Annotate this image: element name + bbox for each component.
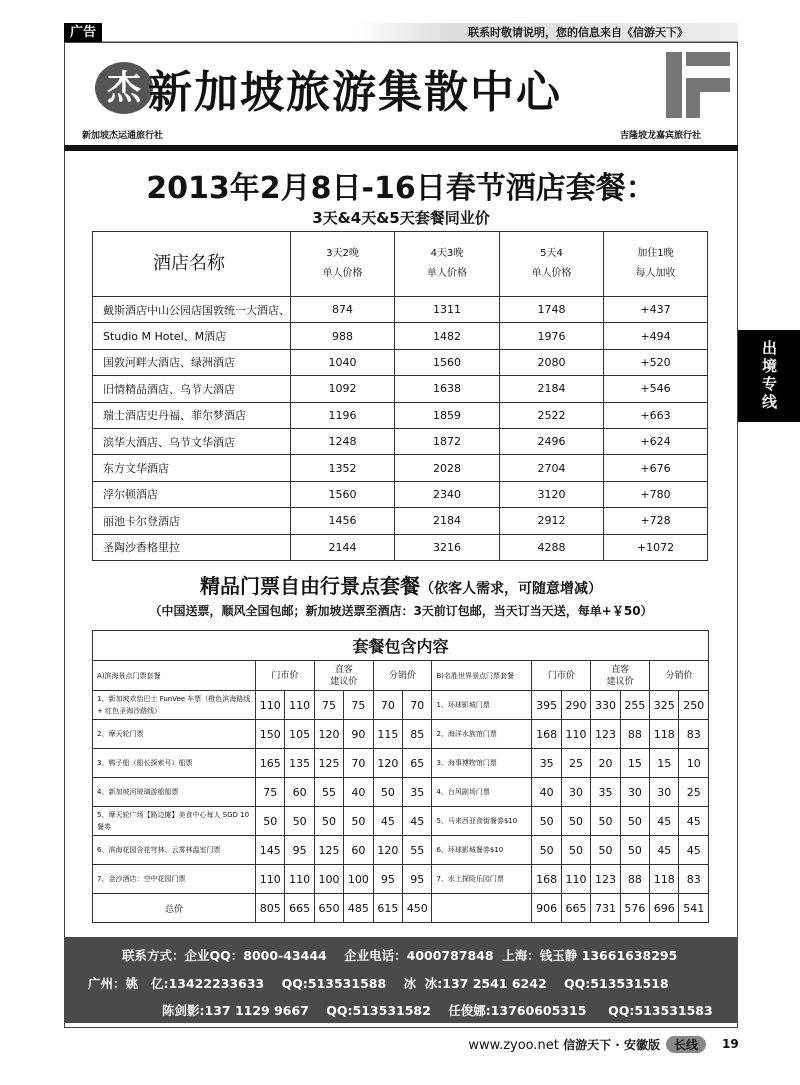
- table-row: [93, 481, 708, 507]
- price-cell: 83: [679, 720, 709, 749]
- price-cell: 1482: [395, 323, 500, 349]
- table-row: [93, 349, 708, 375]
- ad-label: 广告: [64, 23, 102, 42]
- price-cell: 70: [373, 691, 402, 720]
- agency-left: 新加坡杰运通旅行社: [82, 131, 164, 141]
- price-cell: 125: [314, 836, 343, 865]
- price-cell: 3216: [395, 534, 500, 560]
- price-cell: 10: [679, 749, 709, 778]
- table-row: [93, 807, 709, 836]
- price-cell: 110: [256, 865, 285, 894]
- table-row: [93, 534, 708, 560]
- price-cell: 1859: [395, 402, 500, 428]
- agency-logo-icon: 杰: [95, 62, 153, 114]
- page-footer: [468, 1036, 712, 1053]
- price-cell: 2184: [395, 508, 500, 534]
- main-title: 2013年2月8日-16日春节酒店套餐：: [146, 171, 656, 206]
- hotel-name: 旧情精品酒店、乌节大酒店: [93, 376, 291, 402]
- price-cell: +728: [604, 508, 708, 534]
- price-cell: 88: [620, 865, 649, 894]
- price-cell: 45: [679, 836, 709, 865]
- price-header: 门市价: [256, 661, 315, 691]
- price-cell: 1976: [500, 323, 604, 349]
- price-cell: 110: [256, 691, 285, 720]
- contact-line: 广州：姚 亿:13422233633 QQ:513531588 冰 冰:137 2541 6242 QQ:513531518: [88, 976, 669, 991]
- total-row: [93, 894, 709, 923]
- price-cell: 95: [373, 865, 402, 894]
- price-cell: 135: [285, 749, 314, 778]
- price-cell: +437: [604, 297, 708, 323]
- price-cell: 45: [650, 836, 679, 865]
- price-cell: 15: [620, 749, 649, 778]
- price-cell: 120: [314, 720, 343, 749]
- section-badge: 长线: [666, 1036, 706, 1053]
- price-header: 直客 建议价: [314, 661, 373, 691]
- price-cell: 60: [285, 778, 314, 807]
- price-cell: 123: [591, 865, 620, 894]
- hotel-name: 国敦河畔大酒店、绿洲酒店: [93, 349, 291, 375]
- price-cell: 75: [314, 691, 343, 720]
- total-label: 总价: [93, 894, 256, 923]
- table-row: [93, 455, 708, 481]
- price-header: 分销价: [650, 661, 709, 691]
- hotel-name: Studio M Hotel、M酒店: [93, 323, 291, 349]
- price-cell: 65: [403, 749, 432, 778]
- total-cell: 665: [285, 894, 314, 923]
- item-name: 4、台风剧场门票: [432, 778, 532, 807]
- banner-title: 新加坡旅游集散中心: [148, 67, 562, 118]
- price-cell: 1638: [395, 376, 500, 402]
- price-cell: 55: [403, 836, 432, 865]
- total-cell: 576: [620, 894, 649, 923]
- price-cell: 70: [403, 691, 432, 720]
- price-cell: 50: [561, 836, 590, 865]
- price-cell: 1748: [500, 297, 604, 323]
- price-cell: 85: [403, 720, 432, 749]
- price-cell: 70: [344, 749, 373, 778]
- price-cell: 123: [591, 720, 620, 749]
- total-cell: 805: [256, 894, 285, 923]
- price-cell: 88: [620, 720, 649, 749]
- price-cell: 45: [373, 807, 402, 836]
- price-cell: 15: [650, 749, 679, 778]
- sub-title: 3天&4天&5天套餐同业价: [312, 209, 490, 227]
- price-cell: 1196: [291, 402, 395, 428]
- price-cell: 50: [373, 778, 402, 807]
- section-header: A)滨海景点门票套餐: [93, 661, 256, 691]
- item-name: 7、金沙酒店：空中花园门票: [93, 865, 256, 894]
- table-row: [93, 508, 708, 534]
- price-cell: 2028: [395, 455, 500, 481]
- price-cell: 50: [620, 807, 649, 836]
- price-cell: 30: [650, 778, 679, 807]
- empty-cell: [432, 894, 532, 923]
- table-row: [93, 865, 709, 894]
- price-cell: 325: [650, 691, 679, 720]
- price-cell: 168: [532, 720, 561, 749]
- price-cell: 55: [314, 778, 343, 807]
- price-cell: 25: [679, 778, 709, 807]
- page-number: 19: [722, 1037, 739, 1051]
- price-cell: 115: [373, 720, 402, 749]
- price-cell: 2704: [500, 455, 604, 481]
- price-cell: 1311: [395, 297, 500, 323]
- table-row: [93, 720, 709, 749]
- price-cell: 2522: [500, 402, 604, 428]
- price-cell: 874: [291, 297, 395, 323]
- item-name: 4、新加坡河玻璃游船船票: [93, 778, 256, 807]
- hotel-name: 浮尔顿酒店: [93, 481, 291, 507]
- total-cell: 665: [561, 894, 590, 923]
- price-cell: 118: [650, 720, 679, 749]
- hotel-price-table: [92, 231, 708, 561]
- column-header: 3天2晚 单人价格: [291, 232, 395, 297]
- item-name: 5、马来西亚食街餐劵$10: [432, 807, 532, 836]
- price-cell: 168: [532, 865, 561, 894]
- price-cell: 83: [679, 865, 709, 894]
- column-header: 酒店名称: [93, 232, 291, 297]
- table-row: [93, 376, 708, 402]
- tickets-title-note: （依客人需求，可随意增减）: [420, 581, 602, 597]
- divider: [64, 145, 738, 151]
- column-header: 5天4 单人价格: [500, 232, 604, 297]
- price-cell: 50: [256, 807, 285, 836]
- price-cell: 110: [285, 691, 314, 720]
- total-cell: 731: [591, 894, 620, 923]
- price-cell: 2912: [500, 508, 604, 534]
- agency-right: 吉隆坡龙嘉宾旅行社: [620, 131, 702, 141]
- price-cell: 988: [291, 323, 395, 349]
- table-row: [93, 323, 708, 349]
- price-cell: 90: [344, 720, 373, 749]
- price-cell: 50: [561, 807, 590, 836]
- table-row: [93, 691, 709, 720]
- hotel-name: 丽池卡尔登酒店: [93, 508, 291, 534]
- price-cell: 100: [344, 865, 373, 894]
- hotel-name: 戴斯酒店中山公园店国敦统一大酒店、: [93, 297, 291, 323]
- table-header-row: [93, 232, 708, 297]
- price-cell: 330: [591, 691, 620, 720]
- price-cell: 2080: [500, 349, 604, 375]
- price-cell: 35: [532, 749, 561, 778]
- price-cell: 250: [679, 691, 709, 720]
- tickets-title: [64, 570, 738, 599]
- f-logo-icon: [666, 52, 730, 118]
- price-header: 分销价: [373, 661, 432, 691]
- total-cell: 450: [403, 894, 432, 923]
- price-cell: 40: [344, 778, 373, 807]
- price-cell: 395: [532, 691, 561, 720]
- price-cell: 1560: [395, 349, 500, 375]
- total-cell: 615: [373, 894, 402, 923]
- hotel-name: 圣陶沙香格里拉: [93, 534, 291, 560]
- price-header: 门市价: [532, 661, 591, 691]
- price-cell: 1352: [291, 455, 395, 481]
- hotel-name: 滨华大酒店、乌节文华酒店: [93, 428, 291, 454]
- price-cell: 110: [561, 865, 590, 894]
- price-cell: 45: [650, 807, 679, 836]
- price-cell: 50: [620, 836, 649, 865]
- item-name: 2、摩天轮门票: [93, 720, 256, 749]
- price-cell: +494: [604, 323, 708, 349]
- price-cell: 2184: [500, 376, 604, 402]
- price-cell: 110: [285, 865, 314, 894]
- price-cell: 150: [256, 720, 285, 749]
- source-notice: 联系时敬请说明，您的信息来自《信游天下》: [102, 23, 738, 42]
- total-cell: 485: [344, 894, 373, 923]
- price-cell: 1560: [291, 481, 395, 507]
- price-cell: 1040: [291, 349, 395, 375]
- price-cell: 75: [344, 691, 373, 720]
- table-row: [93, 402, 708, 428]
- price-cell: +676: [604, 455, 708, 481]
- item-name: 6、滨海花园含花穹林、云雾林温室门票: [93, 836, 256, 865]
- item-name: 6、环球影城餐劵$10: [432, 836, 532, 865]
- tickets-title-main: 精品门票自由行景点套餐: [200, 574, 420, 598]
- tickets-caption: 套餐包含内容: [93, 631, 709, 661]
- price-cell: 20: [591, 749, 620, 778]
- price-cell: 290: [561, 691, 590, 720]
- item-name: 2、海洋水族馆门票: [432, 720, 532, 749]
- edition: 信游天下 · 安徽版: [563, 1038, 660, 1052]
- price-cell: 75: [256, 778, 285, 807]
- price-cell: 50: [532, 807, 561, 836]
- price-cell: 50: [344, 807, 373, 836]
- price-cell: +624: [604, 428, 708, 454]
- item-name: 7、水上探险乐园门票: [432, 865, 532, 894]
- price-cell: 1092: [291, 376, 395, 402]
- price-header: 直客 建议价: [591, 661, 650, 691]
- table-row: [93, 778, 709, 807]
- price-cell: 145: [256, 836, 285, 865]
- hotel-name: 瑞士酒店史丹福、菲尔梦酒店: [93, 402, 291, 428]
- item-name: 1、环球影城门票: [432, 691, 532, 720]
- section-header: B)名胜世界景点门票套餐: [432, 661, 532, 691]
- contact-footer: [64, 937, 738, 1023]
- price-cell: 120: [373, 749, 402, 778]
- price-cell: 50: [285, 807, 314, 836]
- price-cell: 100: [314, 865, 343, 894]
- column-header: 加住1晚 每人加收: [604, 232, 708, 297]
- price-cell: +663: [604, 402, 708, 428]
- item-name: 3、鸭子船（船长探索号）船票: [93, 749, 256, 778]
- item-name: 1、新加坡欢怡巴士 FunVee 车票（橙色滨海路线 + 红色圣淘沙路线）: [93, 691, 256, 720]
- price-cell: 4288: [500, 534, 604, 560]
- price-cell: +780: [604, 481, 708, 507]
- price-cell: 255: [620, 691, 649, 720]
- total-cell: 696: [650, 894, 679, 923]
- hotel-name: 东方文华酒店: [93, 455, 291, 481]
- contact-line: 陈剑影:137 1129 9667 QQ:513531582 任俊娜:13760605315 QQ:513531583: [162, 1003, 713, 1018]
- price-cell: 35: [591, 778, 620, 807]
- price-cell: 125: [314, 749, 343, 778]
- table-row: [93, 297, 708, 323]
- item-name: 5、摩天轮广场【路边摊】美食中心每人 SGD 10 餐劵: [93, 807, 256, 836]
- price-cell: 1248: [291, 428, 395, 454]
- price-cell: 95: [403, 865, 432, 894]
- price-cell: +546: [604, 376, 708, 402]
- price-cell: +520: [604, 349, 708, 375]
- table-row: [93, 836, 709, 865]
- column-header: 4天3晚 单人价格: [395, 232, 500, 297]
- price-cell: 50: [591, 807, 620, 836]
- caption-row: [93, 631, 709, 661]
- price-cell: 1456: [291, 508, 395, 534]
- price-cell: 3120: [500, 481, 604, 507]
- price-cell: 25: [561, 749, 590, 778]
- total-cell: 650: [314, 894, 343, 923]
- item-name: 3、海事博物馆门票: [432, 749, 532, 778]
- price-cell: 50: [532, 836, 561, 865]
- price-cell: 118: [650, 865, 679, 894]
- tickets-table: [92, 630, 709, 923]
- total-cell: 906: [532, 894, 561, 923]
- price-cell: 2144: [291, 534, 395, 560]
- table-row: [93, 428, 708, 454]
- table-row: [93, 749, 709, 778]
- price-cell: 105: [285, 720, 314, 749]
- table-header-row: [93, 661, 709, 691]
- tickets-note: （中国送票，顺风全国包邮；新加坡送票至酒店：3天前订包邮，当天订当天送，每单+￥50）: [149, 604, 653, 618]
- price-cell: 40: [532, 778, 561, 807]
- price-cell: 50: [314, 807, 343, 836]
- price-cell: 2340: [395, 481, 500, 507]
- price-cell: 1872: [395, 428, 500, 454]
- price-cell: 30: [561, 778, 590, 807]
- price-cell: 2496: [500, 428, 604, 454]
- side-tab: 出境专线: [738, 330, 800, 422]
- contact-line: 联系方式：企业QQ：8000-43444 企业电话：4000787848 上海：钱玉静 13661638295: [122, 948, 678, 963]
- price-cell: 35: [403, 778, 432, 807]
- price-cell: 120: [373, 836, 402, 865]
- price-cell: 165: [256, 749, 285, 778]
- price-cell: 30: [620, 778, 649, 807]
- price-cell: 95: [285, 836, 314, 865]
- price-cell: +1072: [604, 534, 708, 560]
- price-cell: 60: [344, 836, 373, 865]
- total-cell: 541: [679, 894, 709, 923]
- site-url: www.zyoo.net: [468, 1038, 559, 1053]
- price-cell: 45: [403, 807, 432, 836]
- price-cell: 45: [679, 807, 709, 836]
- price-cell: 110: [561, 720, 590, 749]
- price-cell: 50: [591, 836, 620, 865]
